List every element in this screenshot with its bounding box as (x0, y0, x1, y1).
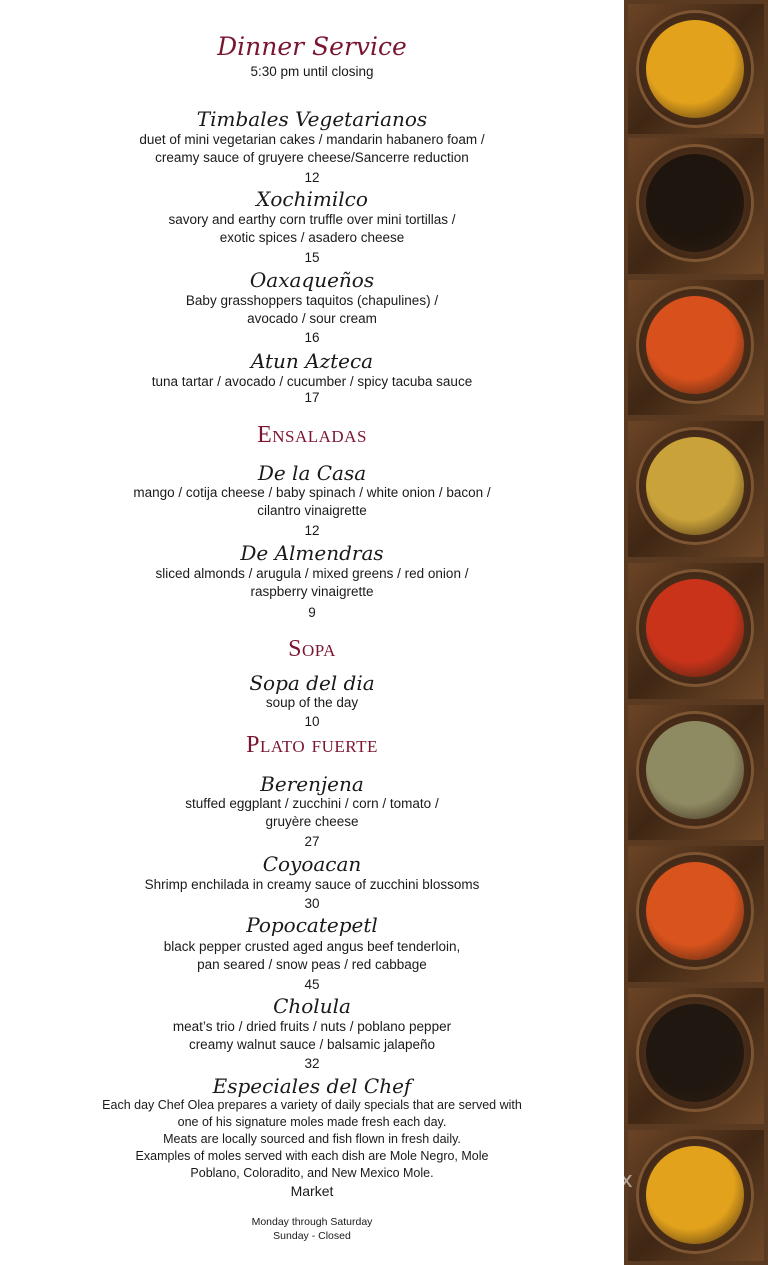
section-heading-plato-fuerte: Plato fuerte (246, 732, 378, 758)
specials-line: Meats are locally sourced and fish flown in fresh daily. (163, 1132, 461, 1146)
dish-description: exotic spices / asadero cheese (219, 230, 405, 245)
dish-description: soup of the day (265, 695, 359, 710)
dish-description: Baby grasshoppers taquitos (chapulines) / (185, 293, 439, 308)
spice-powder (646, 862, 744, 960)
spice-bowl-image (628, 563, 764, 699)
spice-powder (646, 1004, 744, 1102)
dish-description: mango / cotija cheese / baby spinach / white onion / bacon / (133, 485, 491, 500)
spice-bowl-image (628, 988, 764, 1124)
dish-price: 30 (304, 896, 320, 911)
dish-name: Atun Azteca (250, 349, 374, 373)
dish-description: creamy sauce of gruyere cheese/Sancerre reduction (155, 150, 469, 165)
specials-line: Examples of moles served with each dish are Mole Negro, Mole (135, 1149, 489, 1163)
spice-bowl-image (628, 4, 764, 134)
page-title: Dinner Service (217, 32, 407, 61)
dish-description: creamy walnut sauce / balsamic jalapeño (188, 1037, 436, 1052)
spice-bowl-image (628, 138, 764, 274)
dish-name: Cholula (273, 994, 351, 1018)
dish-description: stuffed eggplant / zucchini / corn / tomato / (185, 796, 439, 811)
dish-name: Timbales Vegetarianos (196, 107, 428, 131)
spice-bowl-image (628, 1130, 764, 1261)
dish-name: Especiales del Chef (212, 1074, 412, 1098)
spice-bowl-image (628, 705, 764, 840)
specials-line: Each day Chef Olea prepares a variety of daily specials that are served with (102, 1098, 522, 1112)
dish-description: savory and earthy corn truffle over mini tortillas / (168, 212, 456, 227)
watermark: menupix (534, 1168, 634, 1193)
specials-price: Market (290, 1183, 334, 1199)
section-heading-ensaladas: Ensaladas (257, 422, 367, 448)
dish-price: 15 (304, 250, 320, 265)
spice-powder (646, 154, 744, 252)
dish-description: Shrimp enchilada in creamy sauce of zucchini blossoms (144, 877, 480, 892)
specials-line: Poblano, Coloradito, and New Mexico Mole. (190, 1166, 434, 1180)
dish-description: sliced almonds / arugula / mixed greens / red onion / (155, 566, 469, 581)
dish-price: 12 (304, 170, 320, 185)
dish-name: Berenjena (260, 772, 364, 796)
section-heading-sopa: Sopa (288, 636, 336, 662)
spice-bowl-image (628, 846, 764, 982)
spice-powder (646, 296, 744, 394)
specials-line: one of his signature moles made fresh each day. (177, 1115, 447, 1129)
dish-price: 17 (304, 390, 320, 405)
specials-description (80, 1097, 544, 1182)
dish-price: 12 (304, 523, 320, 538)
dish-name: Coyoacan (262, 852, 362, 876)
footer-hours: Monday through Saturday (251, 1216, 373, 1228)
spice-bowl-image (628, 280, 764, 415)
spice-powder (646, 437, 744, 535)
dish-description: black pepper crusted aged angus beef tenderloin, (163, 939, 461, 954)
dish-name: Popocatepetl (246, 913, 378, 937)
dish-price: 27 (304, 834, 320, 849)
dish-name: Oaxaqueños (249, 268, 375, 292)
dish-name: Xochimilco (256, 187, 368, 211)
dish-description: gruyère cheese (265, 814, 359, 829)
dish-name: De la Casa (257, 461, 367, 485)
spice-powder (646, 721, 744, 819)
dish-description: cilantro vinaigrette (257, 503, 367, 518)
spice-powder (646, 1146, 744, 1244)
dish-description: duet of mini vegetarian cakes / mandarin habanero foam / (139, 132, 485, 147)
dish-description: raspberry vinaigrette (250, 584, 374, 599)
dish-description: avocado / sour cream (247, 311, 377, 326)
spice-powder (646, 579, 744, 677)
dish-price: 10 (304, 714, 320, 729)
footer-closed: Sunday - Closed (273, 1230, 351, 1242)
dish-price: 32 (304, 1056, 320, 1071)
dish-price: 9 (308, 605, 316, 620)
dish-price: 45 (304, 977, 320, 992)
spice-photo-strip (624, 0, 768, 1265)
dish-name: De Almendras (240, 541, 384, 565)
dish-description: tuna tartar / avocado / cucumber / spicy tacuba sauce (151, 374, 473, 389)
spice-bowl-image (628, 421, 764, 557)
dish-description: meat’s trio / dried fruits / nuts / poblano pepper (172, 1019, 452, 1034)
dish-description: pan seared / snow peas / red cabbage (197, 957, 427, 972)
service-hours: 5:30 pm until closing (250, 64, 374, 79)
dish-price: 16 (304, 330, 320, 345)
dish-name: Sopa del dia (249, 671, 375, 695)
spice-powder (646, 20, 744, 118)
